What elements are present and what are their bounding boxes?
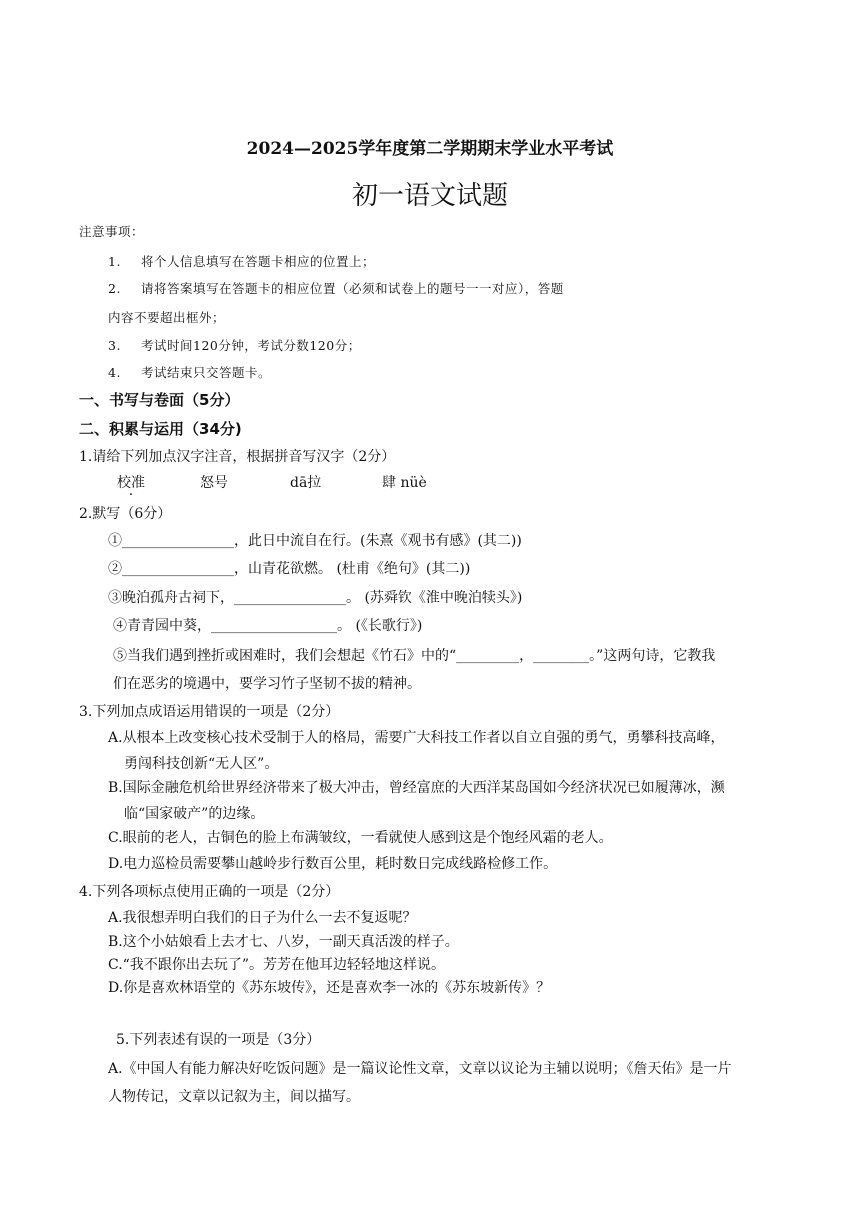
- q2-line-6: 们在恶劣的境遇中，要学习竹子坚韧不拔的精神。: [113, 676, 421, 692]
- question-4-stem: 4.下列各项标点使用正确的一项是（2分）: [79, 884, 340, 900]
- q1-item-4: 肆 nüè: [382, 475, 427, 491]
- q3-option-b: B.国际金融危机给世界经济带来了极大冲击，曾经富庶的大西洋某岛国如今经济状况已如履薄冰，濒: [108, 780, 725, 796]
- exam-title: 2024—2025学年度第二学期期末学业水平考试: [246, 139, 614, 159]
- notice-item-text: 考试结束只交答题卡。: [141, 365, 272, 380]
- notice-item-num: 4.: [108, 365, 121, 380]
- notice-item-num: 2.: [108, 281, 121, 296]
- q4-option-a: A.我很想弄明白我们的日子为什么一去不复返呢？: [108, 910, 417, 926]
- q3-option-d: D.电力巡检员需要攀山越岭步行数百公里，耗时数日完成线路检修工作。: [108, 856, 558, 872]
- q2-line-4: ④青青园中葵，__________________。 (《长歌行》): [113, 618, 423, 634]
- section-heading-1: 一、书写与卷面（5分）: [79, 391, 240, 409]
- q3-option-b-cont: 临“国家破产”的边缘。: [124, 806, 265, 822]
- main-title: 初一语文试题: [351, 181, 508, 211]
- q2-line-5: ⑤当我们遇到挫折或困难时，我们会想起《竹石》中的“_________，________。”这两句诗，它教我: [113, 648, 716, 664]
- notice-item-num: 1.: [108, 254, 121, 269]
- q3-option-a-cont: 勇闯科技创新“无人区”。: [124, 756, 279, 772]
- q1-item-2: 怒号: [200, 475, 228, 491]
- section-heading-2: 二、积累与运用（34分): [79, 420, 242, 438]
- question-1-stem: 1.请给下列加点汉字注音，根据拼音写汉字（2分）: [79, 449, 396, 465]
- notice-item-text: 考试时间120分钟，考试分数120分；: [141, 338, 361, 353]
- question-3-stem: 3.下列加点成语运用错误的一项是（2分）: [79, 704, 340, 720]
- q4-option-d: D.你是喜欢林语堂的《苏东坡传》，还是喜欢李一冰的《苏东坡新传》？: [108, 980, 551, 996]
- question-5-stem: 5.下列表述有误的一项是（3分）: [116, 1032, 321, 1048]
- q2-line-3: ③晚泊孤舟古祠下，________________。 (苏舜钦《淮中晚泊犊头》): [108, 590, 523, 606]
- notice-item-text: 将个人信息填写在答题卡相应的位置上；: [141, 254, 376, 269]
- q5-option-a-cont: 人物传记，文章以记叙为主，间以描写。: [108, 1089, 360, 1105]
- notice-heading: 注意事项：: [79, 224, 145, 239]
- question-2-stem: 2.默写（6分）: [79, 506, 172, 522]
- notice-item-text: 请将答案填写在答题卡的相应位置（必须和试卷上的题号一一对应），答题: [141, 281, 564, 296]
- q2-line-2: ②________________，山青花欲燃。 (杜甫《绝句》(其二)): [108, 561, 471, 577]
- q1-item-3: dā拉: [290, 475, 322, 491]
- q3-option-a: A.从根本上改变核心技术受制于人的格局，需要广大科技工作者以自立自强的勇气，勇攀科技高峰，: [108, 730, 725, 746]
- q5-option-a: A.《中国人有能力解决好吃饭问题》是一篇议论性文章，文章以议论为主辅以说明；《詹天佑》是一片: [108, 1061, 732, 1077]
- q1-item-1: 校准: [117, 475, 145, 491]
- q4-option-b: B.这个小姑娘看上去才七、八岁，一副天真活泼的样子。: [108, 934, 459, 950]
- notice-item-2-cont: 内容不要超出框外；: [108, 310, 226, 325]
- q3-option-c: C.眼前的老人，古铜色的脸上布满皱纹，一看就使人感到这是个饱经风霜的老人。: [108, 830, 613, 846]
- q4-option-c: C.“我不跟你出去玩了”。芳芳在他耳边轻轻地这样说。: [108, 957, 445, 973]
- q2-line-1: ①________________，此日中流自在行。(朱熹《观书有感》(其二)): [108, 533, 522, 549]
- notice-item-num: 3.: [108, 338, 121, 353]
